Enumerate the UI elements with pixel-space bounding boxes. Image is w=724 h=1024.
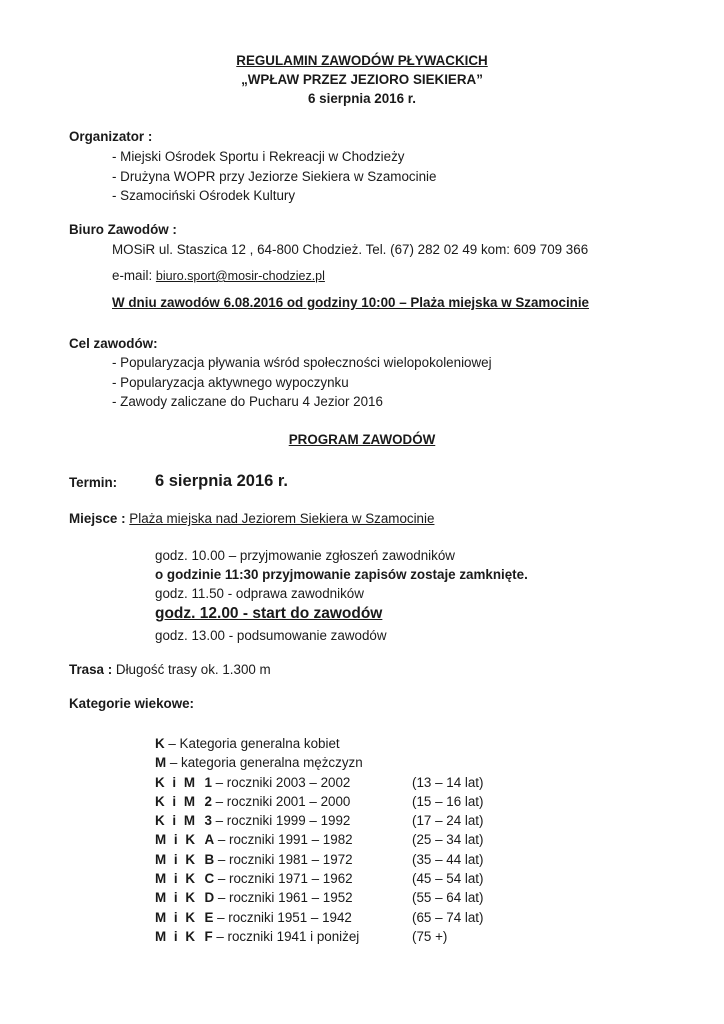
category-num: E	[204, 909, 214, 925]
organizer-label: Organizator :	[69, 129, 153, 144]
category-num: C	[204, 871, 215, 887]
category-code: M i K	[155, 832, 197, 848]
organizer-item: - Drużyna WOPR przy Jeziorze Siekiera w Szamocinie	[112, 169, 437, 184]
doc-subtitle: „WPŁAW PRZEZ JEZIORO SIEKIERA”	[241, 72, 483, 87]
category-age: (35 – 44 lat)	[412, 851, 484, 867]
schedule-item-start: godz. 12.00 - start do zawodów	[155, 605, 383, 622]
category-num: A	[204, 832, 215, 848]
email-label: e-mail:	[112, 268, 156, 283]
category-years: – roczniki 1981 – 1972	[214, 851, 353, 867]
category-years: – roczniki 1991 – 1982	[214, 832, 353, 848]
office-email-line	[112, 267, 325, 285]
category-years: – roczniki 1961 – 1952	[214, 890, 353, 906]
route-value: Długość trasy ok. 1.300 m	[115, 662, 271, 677]
category-age: (17 – 24 lat)	[412, 813, 484, 829]
goal-label: Cel zawodów:	[69, 336, 158, 351]
term-value: 6 sierpnia 2016 r.	[155, 472, 289, 490]
category-age: (55 – 64 lat)	[412, 890, 484, 906]
category-code: M i K	[155, 909, 197, 925]
category-desc: – Kategoria generalna kobiet	[164, 736, 340, 751]
category-years: – roczniki 1999 – 1992	[211, 813, 351, 829]
office-label: Biuro Zawodów :	[69, 222, 177, 237]
category-age: (75 +)	[412, 928, 448, 944]
category-years: – roczniki 1971 – 1962	[214, 871, 353, 887]
category-num: 2	[204, 793, 212, 809]
office-phone: Tel. (67) 282 02 49 kom: 609 709 366	[365, 242, 589, 257]
goal-item: - Popularyzacja aktywnego wypoczynku	[112, 375, 349, 390]
schedule-item: godz. 11.50 - odprawa zawodników	[155, 586, 364, 601]
category-num: F	[204, 928, 213, 944]
place-line	[69, 510, 434, 528]
route-label: Trasa :	[69, 662, 116, 677]
category-code: K i M	[155, 774, 197, 790]
schedule-item-closing: o godzinie 11:30 przyjmowanie zapisów zostaje zamknięte.	[155, 567, 528, 582]
category-num: 3	[204, 813, 212, 829]
category-code: M i K	[155, 890, 197, 906]
route-line	[69, 661, 271, 679]
goal-item: - Zawody zaliczane do Pucharu 4 Jezior 2016	[112, 394, 383, 409]
category-years: – roczniki 1941 i poniżej	[212, 928, 360, 944]
category-code: M i K	[155, 851, 197, 867]
category-age: (45 – 54 lat)	[412, 871, 484, 887]
category-years: – roczniki 1951 – 1942	[213, 909, 352, 925]
organizer-item: - Szamociński Ośrodek Kultury	[112, 188, 296, 203]
place-value: Plaża miejska nad Jeziorem Siekiera w Szamocinie	[129, 511, 435, 526]
categories-label: Kategorie wiekowe:	[69, 696, 195, 711]
organizer-item: - Miejski Ośrodek Sportu i Rekreacji w Chodzieży	[112, 149, 405, 164]
term-label: Termin:	[69, 475, 118, 490]
category-num: D	[204, 890, 215, 906]
category-code: M i K	[155, 928, 197, 944]
email-link[interactable]: biuro.sport@mosir-chodziez.pl	[155, 269, 325, 283]
doc-title: REGULAMIN ZAWODÓW PŁYWACKICH	[236, 53, 488, 68]
category-code: K	[155, 736, 165, 751]
category-years: – roczniki 2003 – 2002	[211, 774, 351, 790]
category-code: K i M	[155, 793, 197, 809]
event-day-notice: W dniu zawodów 6.08.2016 od godziny 10:00 – Plaża miejska w Szamocinie	[112, 295, 590, 310]
place-label: Miejsce :	[69, 511, 130, 526]
category-code: M i K	[155, 871, 197, 887]
program-heading: PROGRAM ZAWODÓW	[288, 432, 436, 447]
category-num: 1	[204, 774, 212, 790]
schedule-item: godz. 13.00 - podsumowanie zawodów	[155, 628, 387, 643]
category-desc: – kategoria generalna mężczyzn	[166, 755, 363, 771]
goal-item: - Popularyzacja pływania wśród społeczności wielopokoleniowej	[112, 355, 492, 370]
category-num: B	[204, 851, 215, 867]
office-contact	[112, 241, 588, 259]
category-age: (13 – 14 lat)	[412, 774, 484, 790]
category-age: (65 – 74 lat)	[412, 909, 484, 925]
category-age: (25 – 34 lat)	[412, 832, 484, 848]
category-age: (15 – 16 lat)	[412, 793, 484, 809]
doc-date: 6 sierpnia 2016 r.	[308, 91, 416, 106]
office-address: MOSiR ul. Staszica 12 , 64-800 Chodzież.	[112, 242, 363, 257]
category-code: K i M	[155, 813, 197, 829]
category-years: – roczniki 2001 – 2000	[211, 793, 351, 809]
category-code: M	[155, 755, 167, 771]
schedule-item: godz. 10.00 – przyjmowanie zgłoszeń zawodników	[155, 548, 455, 563]
